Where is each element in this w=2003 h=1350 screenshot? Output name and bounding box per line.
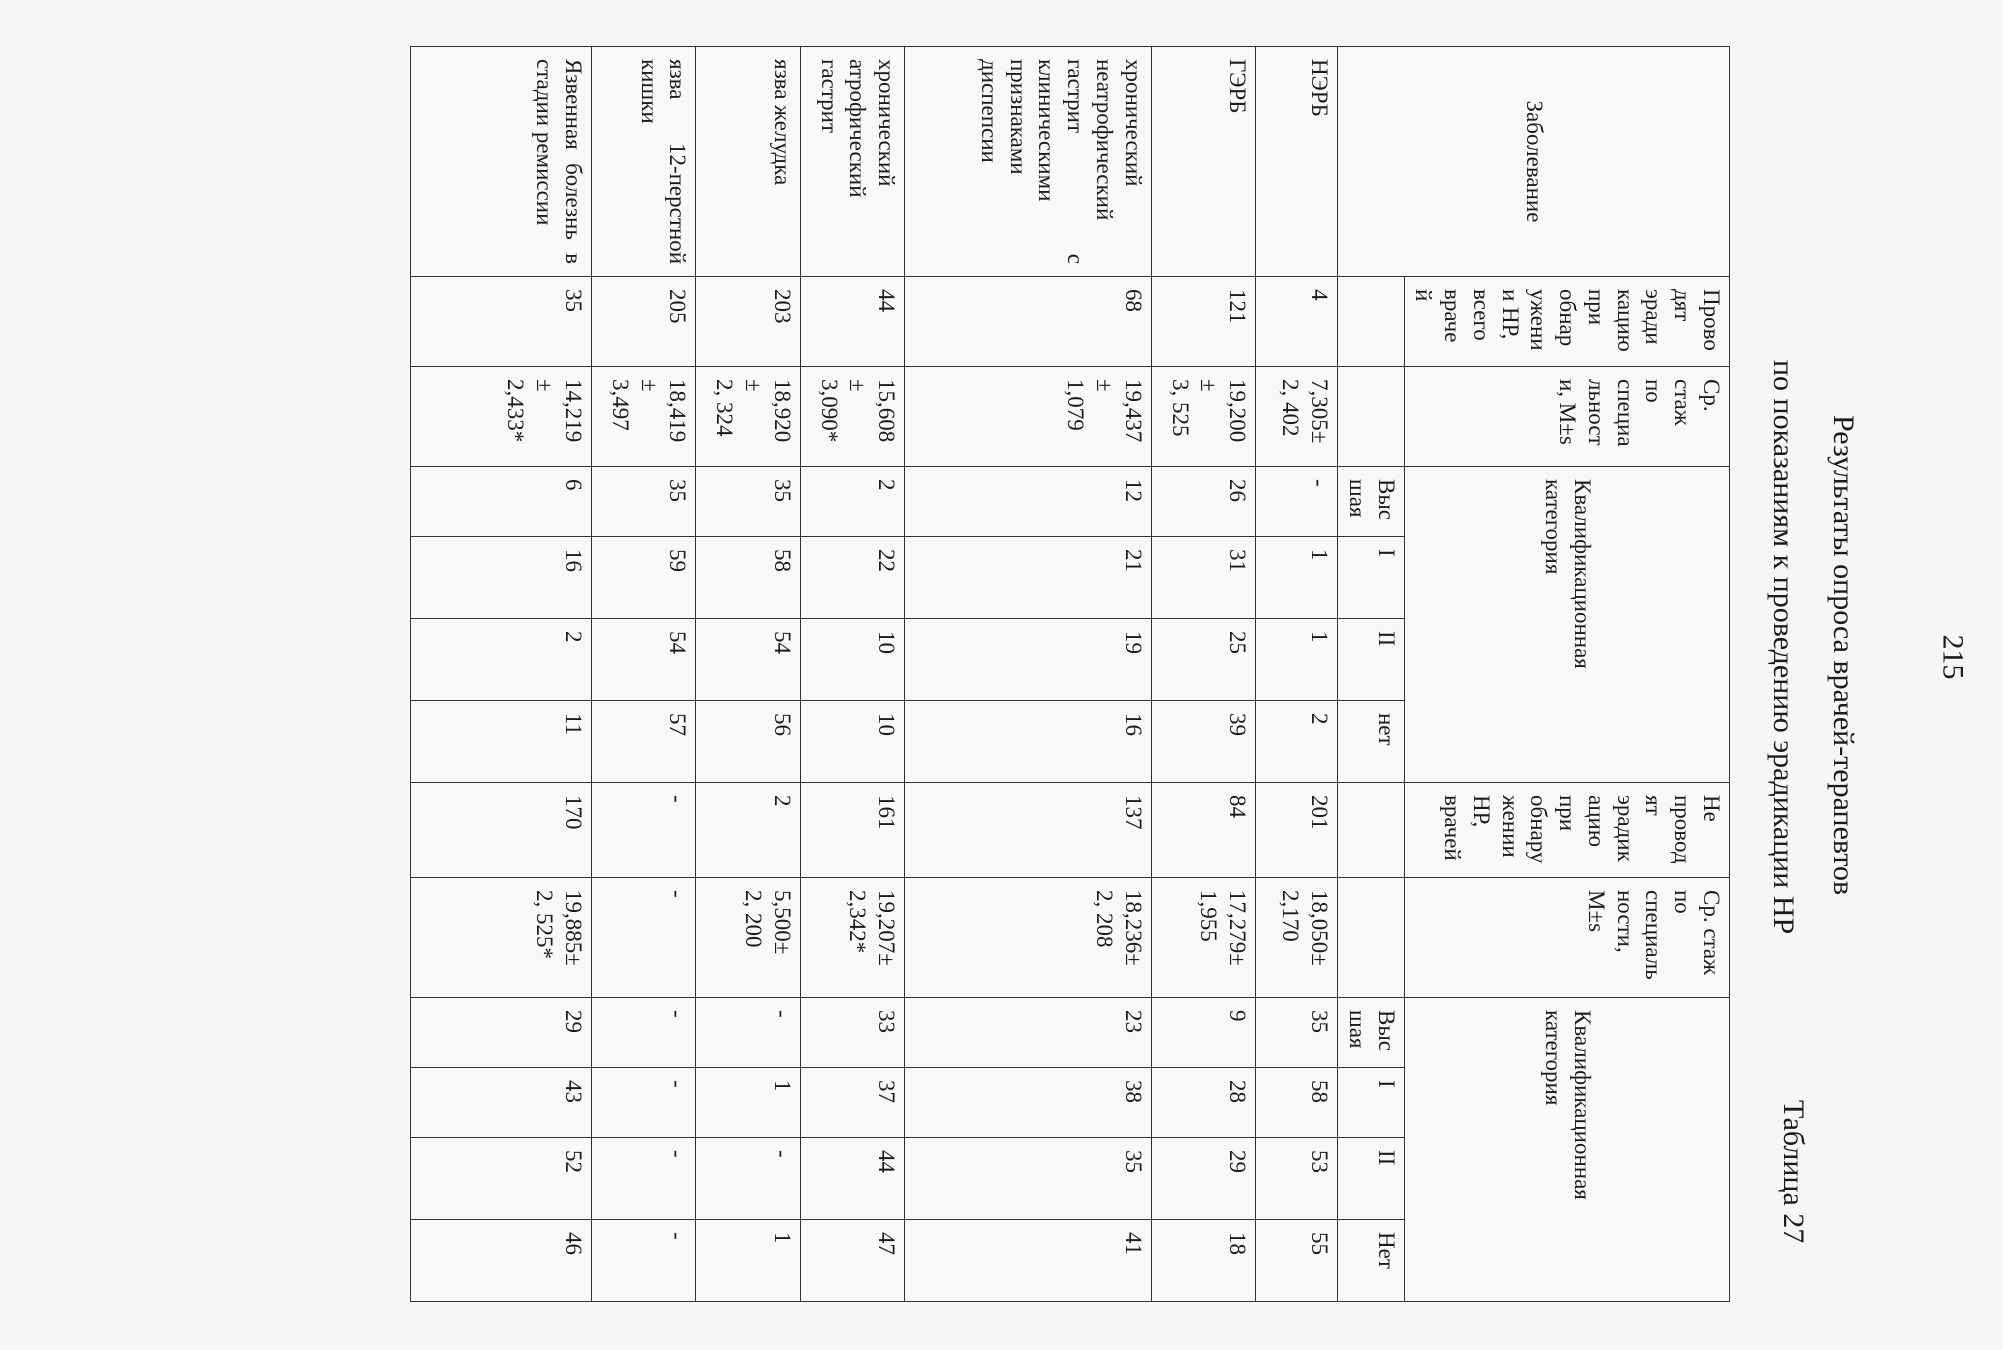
cell-e-top: 2	[800, 467, 904, 537]
cell-n-c1: 58	[1256, 1068, 1338, 1138]
cell-n-none: 41	[905, 1220, 1152, 1302]
cell-n-total: 137	[905, 783, 1152, 878]
cell-n-c2: 44	[800, 1138, 904, 1220]
header-cat-top-1: Высшая	[1338, 467, 1405, 537]
cell-e-c2: 25	[1151, 619, 1255, 701]
cell-e-total: 203	[696, 277, 800, 367]
cell-n-none: 46	[411, 1220, 592, 1302]
table-row	[591, 47, 695, 1302]
cell-n-top: -	[591, 998, 695, 1068]
cell-e-none: 11	[411, 701, 592, 783]
cell-n-c1: 43	[411, 1068, 592, 1138]
cell-n-top: 29	[411, 998, 592, 1068]
cell-e-top: 26	[1151, 467, 1255, 537]
cell-experience-eradicate	[1151, 367, 1255, 467]
cell-experience-eradicate	[905, 367, 1152, 467]
cell-e-c1: 1	[1256, 537, 1338, 619]
table-row	[905, 47, 1152, 1302]
experience-sd: 2,433*	[503, 379, 529, 443]
cell-e-top: 12	[905, 467, 1152, 537]
header-row-titles	[1404, 47, 1729, 1302]
cell-n-total: 84	[1151, 783, 1255, 878]
cell-experience-eradicate	[696, 367, 800, 467]
header-empty-4	[1338, 878, 1405, 998]
cell-e-none: 16	[905, 701, 1152, 783]
header-cat-top-2: Высшая	[1338, 998, 1405, 1068]
cell-experience-eradicate	[411, 367, 592, 467]
experience-sd: 3,090*	[816, 379, 842, 443]
header-experience-2: Ср. стаж по специальности, М±s	[1404, 878, 1729, 998]
experience-mean: 18,050±	[1307, 890, 1333, 966]
survey-results-table	[410, 46, 1730, 1302]
cell-n-top: 35	[1256, 998, 1338, 1068]
experience-sd: 2,342*	[845, 890, 871, 954]
cell-disease: ГЭРБ	[1151, 47, 1255, 277]
cell-e-c2: 54	[591, 619, 695, 701]
header-empty-1	[1338, 277, 1405, 367]
table-row	[1151, 47, 1255, 1302]
cell-e-c1: 31	[1151, 537, 1255, 619]
cell-disease: язва 12-перстной кишки	[591, 47, 695, 277]
cell-n-c2: 29	[1151, 1138, 1255, 1220]
cell-disease: хронический атрофический гастрит	[800, 47, 904, 277]
table-body	[411, 47, 1338, 1302]
header-empty-3	[1338, 783, 1405, 878]
header-experience-1: Ср. стаж по специальности, М±s	[1404, 367, 1729, 467]
header-cat-none-2: Нет	[1338, 1220, 1405, 1302]
cell-n-c2: 35	[905, 1138, 1152, 1220]
cell-experience-no-eradicate	[1151, 878, 1255, 998]
table-title-line-1: Результаты опроса врачей-терапевтов	[1827, 415, 1860, 896]
table-row	[411, 47, 592, 1302]
cell-n-c1: 38	[905, 1068, 1152, 1138]
cell-e-c1: 22	[800, 537, 904, 619]
table-label: Таблица 27	[1777, 1100, 1810, 1244]
cell-experience-no-eradicate	[905, 878, 1152, 998]
header-no-eradicate-total: Не проводят эрадикацию при обнаружении НР, врачей	[1404, 783, 1729, 878]
experience-mean: 14,219±	[532, 379, 586, 443]
experience-sd: 3,497	[607, 379, 633, 431]
cell-e-c2: 2	[411, 619, 592, 701]
cell-n-top: 33	[800, 998, 904, 1068]
cell-e-c2: 19	[905, 619, 1152, 701]
cell-disease: язва желудка	[696, 47, 800, 277]
cell-n-c2: -	[696, 1138, 800, 1220]
table-row	[1256, 47, 1338, 1302]
cell-e-total: 121	[1151, 277, 1255, 367]
cell-n-c1: 28	[1151, 1068, 1255, 1138]
cell-n-top: -	[696, 998, 800, 1068]
cell-disease: Язвенная болезнь в стадии ремиссии	[411, 47, 592, 277]
experience-mean: 19,207±	[874, 890, 900, 966]
experience-mean: 18,920±	[740, 379, 795, 443]
table-row	[800, 47, 904, 1302]
experience-mean: -	[665, 890, 691, 898]
experience-sd: 2, 324	[712, 379, 738, 437]
cell-experience-no-eradicate	[1256, 878, 1338, 998]
cell-experience-eradicate	[591, 367, 695, 467]
cell-e-none: 10	[800, 701, 904, 783]
cell-e-total: 68	[905, 277, 1152, 367]
cell-n-total: 2	[696, 783, 800, 878]
cell-n-c1: 37	[800, 1068, 904, 1138]
cell-e-top: -	[1256, 467, 1338, 537]
cell-n-total: 201	[1256, 783, 1338, 878]
experience-mean: 5,500±	[769, 890, 795, 955]
cell-disease: хронический неатрофический гастрит с клиническими признаками диспепсии	[905, 47, 1152, 277]
cell-n-top: 23	[905, 998, 1152, 1068]
header-category-group-1: Квалификационная категория	[1404, 467, 1729, 783]
experience-sd: 1,955	[1196, 890, 1222, 942]
cell-e-c2: 1	[1256, 619, 1338, 701]
experience-sd: 1,079	[1063, 379, 1089, 431]
header-cat-1-2: I	[1338, 1068, 1405, 1138]
cell-n-c2: 53	[1256, 1138, 1338, 1220]
experience-mean: 19,437±	[1091, 379, 1146, 443]
experience-sd: 2, 525*	[532, 890, 558, 959]
cell-e-top: 6	[411, 467, 592, 537]
experience-sd: 2, 402	[1278, 379, 1304, 437]
table-title-line-2: по показаниям к проведению эрадикации НР	[1767, 360, 1800, 935]
cell-n-total: -	[591, 783, 695, 878]
page-number: 215	[1936, 634, 1970, 680]
experience-sd: 2, 208	[1091, 890, 1117, 948]
experience-mean: 19,200±	[1196, 379, 1251, 443]
table-row	[696, 47, 800, 1302]
cell-n-total: 161	[800, 783, 904, 878]
header-category-group-2: Квалификационная категория	[1404, 998, 1729, 1302]
header-cat-1-1: I	[1338, 537, 1405, 619]
cell-e-none: 39	[1151, 701, 1255, 783]
survey-table-container	[410, 46, 1730, 1301]
cell-e-c2: 10	[800, 619, 904, 701]
header-empty-2	[1338, 367, 1405, 467]
cell-n-c2: -	[591, 1138, 695, 1220]
cell-n-none: 18	[1151, 1220, 1255, 1302]
cell-e-c1: 21	[905, 537, 1152, 619]
experience-sd: 3, 525	[1167, 379, 1193, 437]
cell-e-total: 35	[411, 277, 592, 367]
experience-mean: 19,885±	[560, 890, 586, 966]
header-eradicate-total: Проводят эрадикацию при обнаружении НР, всего врачей	[1404, 277, 1729, 367]
cell-e-none: 57	[591, 701, 695, 783]
cell-experience-no-eradicate	[591, 878, 695, 998]
experience-sd: 2, 200	[740, 890, 766, 948]
cell-e-top: 35	[591, 467, 695, 537]
cell-e-none: 56	[696, 701, 800, 783]
experience-mean: 18,236±	[1120, 890, 1146, 966]
header-cat-none-1: нет	[1338, 701, 1405, 783]
experience-mean: 7,305±	[1307, 379, 1333, 444]
cell-experience-eradicate	[1256, 367, 1338, 467]
cell-n-total: 170	[411, 783, 592, 878]
experience-mean: 18,419±	[636, 379, 691, 443]
cell-e-c1: 59	[591, 537, 695, 619]
cell-n-none: 1	[696, 1220, 800, 1302]
header-cat-2-1: II	[1338, 619, 1405, 701]
cell-n-top: 9	[1151, 998, 1255, 1068]
cell-n-none: 47	[800, 1220, 904, 1302]
header-cat-2-2: II	[1338, 1138, 1405, 1220]
experience-mean: 17,279±	[1225, 890, 1251, 966]
header-disease: Заболевание	[1338, 47, 1730, 277]
cell-e-total: 205	[591, 277, 695, 367]
cell-disease: НЭРБ	[1256, 47, 1338, 277]
cell-e-none: 2	[1256, 701, 1338, 783]
cell-n-none: 55	[1256, 1220, 1338, 1302]
cell-e-top: 35	[696, 467, 800, 537]
cell-n-c2: 52	[411, 1138, 592, 1220]
cell-e-total: 44	[800, 277, 904, 367]
experience-sd: 2,170	[1278, 890, 1304, 942]
cell-e-c1: 58	[696, 537, 800, 619]
cell-e-c1: 16	[411, 537, 592, 619]
cell-experience-eradicate	[800, 367, 904, 467]
cell-n-c1: -	[591, 1068, 695, 1138]
experience-mean: 15,608±	[845, 379, 900, 443]
cell-n-none: -	[591, 1220, 695, 1302]
cell-experience-no-eradicate	[411, 878, 592, 998]
cell-experience-no-eradicate	[696, 878, 800, 998]
cell-e-total: 4	[1256, 277, 1338, 367]
cell-e-c2: 54	[696, 619, 800, 701]
cell-n-c1: 1	[696, 1068, 800, 1138]
cell-experience-no-eradicate	[800, 878, 904, 998]
